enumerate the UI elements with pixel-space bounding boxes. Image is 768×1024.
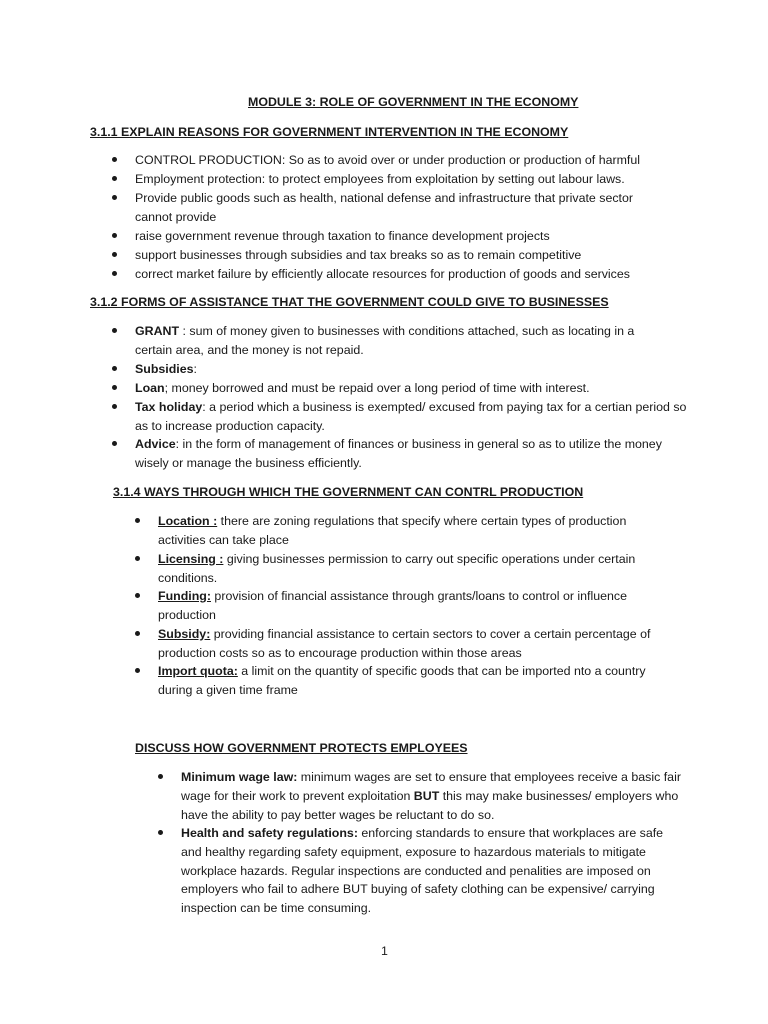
bullet-icon [135,593,140,598]
bullet-icon [112,441,117,446]
bullet-icon [135,518,140,523]
bullet-icon [112,176,117,181]
list-item: Funding: provision of financial assistance through grants/loans to control or influence production [158,587,658,625]
list-item: CONTROL PRODUCTION: So as to avoid over or under production or production of harmful [135,151,695,170]
bullet-icon [112,328,117,333]
section-heading-control: 3.1.4 WAYS THROUGH WHICH THE GOVERNMENT CAN CONTRL PRODUCTION [113,485,584,499]
bullet-icon [112,271,117,276]
bullet-icon [135,668,140,673]
list-item: Tax holiday: a period which a business is exempted/ excused from paying tax for a certian period so as to increase production capacity. [135,398,695,436]
list-item: support businesses through subsidies and tax breaks so as to remain competitive [135,246,695,265]
bullet-icon [135,631,140,636]
list-item: raise government revenue through taxation to finance development projects [135,227,695,246]
bullet-icon [112,195,117,200]
list-item: Subsidy: providing financial assistance to certain sectors to cover a certain percentage of production costs so as to encourage production within those areas [158,625,668,663]
list-item: Location : there are zoning regulations that specify where certain types of production activities can take place [158,512,658,550]
section-heading-protect-employees: DISCUSS HOW GOVERNMENT PROTECTS EMPLOYEES [135,741,468,755]
bullet-icon [135,556,140,561]
list-item: Subsidies: [135,360,695,379]
list-item: Advice: in the form of management of finances or business in general so as to utilize the money wisely or manage the business efficiently. [135,435,695,473]
page-title: MODULE 3: ROLE OF GOVERNMENT IN THE ECONOMY [248,95,579,109]
bullet-icon [158,774,163,779]
page-number: 1 [381,944,388,958]
bullet-icon [112,252,117,257]
list-item: Licensing : giving businesses permission to carry out specific operations under certain conditions. [158,550,658,588]
list-item: Import quota: a limit on the quantity of specific goods that can be imported nto a country during a given time frame [158,662,668,700]
bullet-icon [112,157,117,162]
list-item: correct market failure by efficiently allocate resources for production of goods and services [135,265,695,284]
list-item: Loan; money borrowed and must be repaid over a long period of time with interest. [135,379,695,398]
bullet-icon [112,366,117,371]
section-heading-assistance: 3.1.2 FORMS OF ASSISTANCE THAT THE GOVERNMENT COULD GIVE TO BUSINESSES [90,295,609,309]
list-item: Minimum wage law: minimum wages are set to ensure that employees receive a basic fair wage for their work to prevent exploitation BUT this may make businesses/ employers who have the ability to pay better wages be reluctant to do so. [181,768,681,824]
list-item: GRANT : sum of money given to businesses with conditions attached, such as locating in a certain area, and the money is not repaid. [135,322,655,360]
section-heading-reasons: 3.1.1 EXPLAIN REASONS FOR GOVERNMENT INTERVENTION IN THE ECONOMY [90,125,569,139]
bullet-icon [112,233,117,238]
bullet-icon [112,385,117,390]
list-item: Provide public goods such as health, national defense and infrastructure that private sector cannot provide [135,189,665,227]
list-item: Health and safety regulations: enforcing standards to ensure that workplaces are safe and healthy regarding safety equipment, exposure to hazardous materials to mitigate workplace hazards. Regular inspections are conducted and penalities are imposed on employers who fail to adhere BUT buying of safety clothing can be expensive/ carrying inspection can be time consuming. [181,824,671,918]
bullet-icon [158,830,163,835]
list-item: Employment protection: to protect employees from exploitation by setting out labour laws. [135,170,695,189]
bullet-icon [112,404,117,409]
